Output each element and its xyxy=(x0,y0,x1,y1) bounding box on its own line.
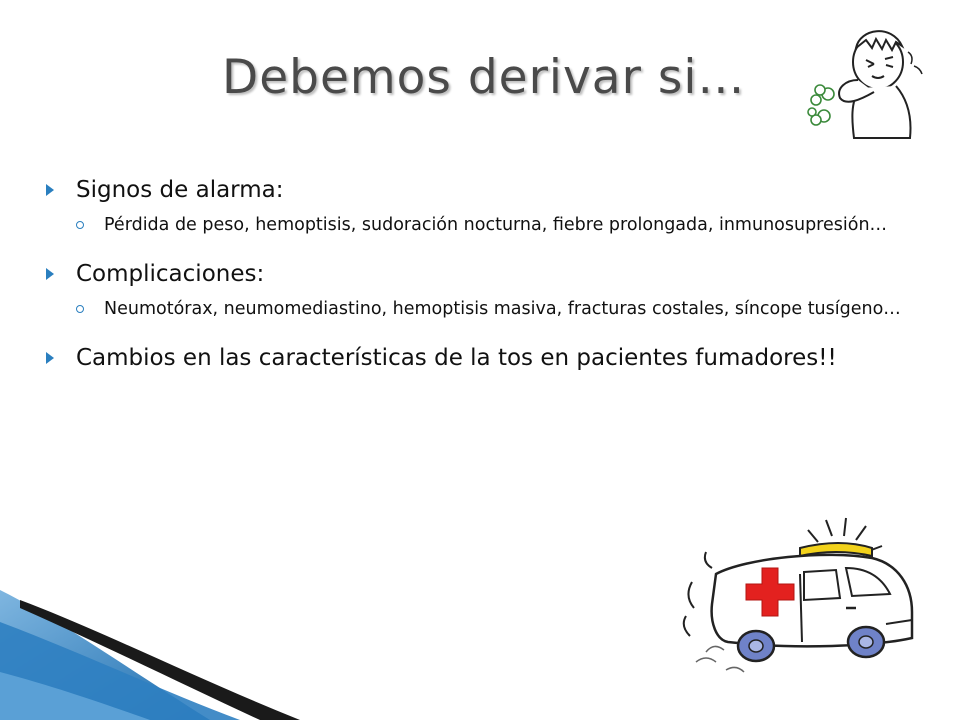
bullet-alarm-signs xyxy=(46,172,906,208)
bullet-heading: Cambios en las características de la tos en pacientes fumadores!! xyxy=(76,345,837,371)
triangle-right-icon xyxy=(46,268,54,280)
bullet-heading: Complicaciones: xyxy=(76,261,265,287)
coughing-person-icon xyxy=(790,22,940,140)
ring-icon xyxy=(76,305,84,313)
sub-bullet-alarm-signs xyxy=(76,208,906,242)
bullet-heading: Signos de alarma: xyxy=(76,177,284,203)
sub-bullet-text: Pérdida de peso, hemoptisis, sudoración nocturna, fiebre prolongada, inmunosupresión… xyxy=(104,215,888,235)
triangle-right-icon xyxy=(46,184,54,196)
sub-bullet-text: Neumotórax, neumomediastino, hemoptisis masiva, fracturas costales, síncope tusígeno… xyxy=(104,299,901,319)
bullet-list xyxy=(46,172,906,376)
slide-title: Debemos derivar si… xyxy=(222,50,746,105)
bullet-smoker-cough-changes xyxy=(46,340,906,376)
decorative-swoosh xyxy=(0,560,300,720)
ambulance-icon xyxy=(676,512,928,688)
triangle-right-icon xyxy=(46,352,54,364)
sub-bullet-complications xyxy=(76,292,906,326)
ring-icon xyxy=(76,221,84,229)
bullet-complications xyxy=(46,256,906,292)
